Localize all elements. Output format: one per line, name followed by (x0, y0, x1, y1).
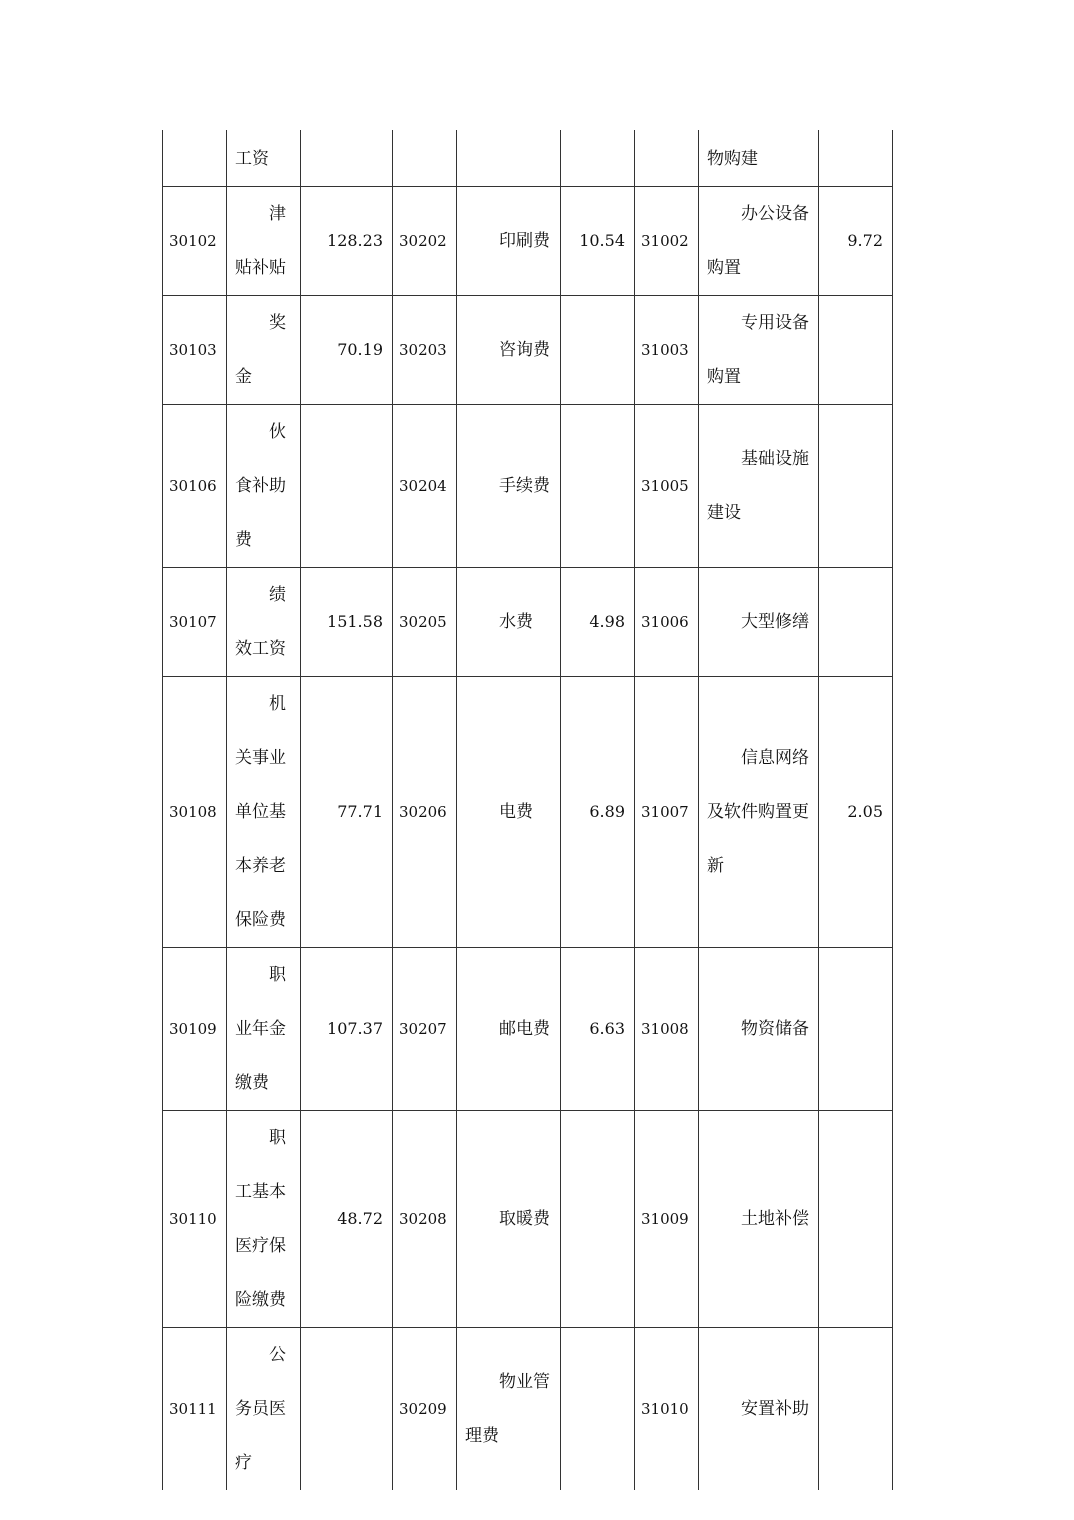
economic-code-cell (163, 130, 227, 186)
table-row (163, 1110, 893, 1327)
economic-code-cell: 30103 (163, 295, 227, 404)
economic-code-cell: 30110 (163, 1110, 227, 1327)
item-name-cell (227, 130, 301, 186)
item-name-cell (227, 947, 301, 1110)
item-name-cell (457, 947, 561, 1110)
item-name-text: 专用设备购置 (707, 312, 809, 387)
amount-cell (819, 295, 893, 404)
economic-code-cell: 31006 (635, 567, 699, 676)
item-name-cell (227, 404, 301, 567)
item-name-text: 工资 (235, 148, 269, 169)
economic-code-cell: 30111 (163, 1327, 227, 1490)
amount-cell (301, 1327, 393, 1490)
amount-cell: 107.37 (301, 947, 393, 1110)
item-name-text: 物购建 (707, 148, 758, 169)
item-name-text: 基础设施建设 (707, 448, 809, 523)
item-name-cell (699, 676, 819, 947)
amount-cell (819, 130, 893, 186)
table-row (163, 404, 893, 567)
item-name-cell (227, 1327, 301, 1490)
economic-code-cell: 31003 (635, 295, 699, 404)
amount-cell: 10.54 (561, 186, 635, 295)
item-name-text: 公务员医疗 (235, 1344, 286, 1473)
amount-cell (819, 947, 893, 1110)
amount-cell: 4.98 (561, 567, 635, 676)
item-name-text: 信息网络及软件购置更新 (707, 747, 809, 876)
amount-cell: 6.89 (561, 676, 635, 947)
amount-cell (819, 1110, 893, 1327)
item-name-text: 大型修缮 (741, 611, 809, 632)
item-name-cell (457, 130, 561, 186)
table-row (163, 130, 893, 186)
amount-cell: 128.23 (301, 186, 393, 295)
item-name-cell (227, 186, 301, 295)
item-name-text: 职工基本医疗保险缴费 (235, 1127, 286, 1310)
amount-cell: 151.58 (301, 567, 393, 676)
item-name-cell (457, 295, 561, 404)
item-name-text: 绩效工资 (235, 584, 286, 659)
item-name-text: 安置补助 (741, 1398, 809, 1419)
amount-cell: 6.63 (561, 947, 635, 1110)
economic-code-cell: 30203 (393, 295, 457, 404)
amount-cell (561, 404, 635, 567)
item-name-cell (699, 404, 819, 567)
amount-cell (301, 130, 393, 186)
amount-cell: 77.71 (301, 676, 393, 947)
amount-cell (819, 567, 893, 676)
economic-code-cell: 30207 (393, 947, 457, 1110)
item-name-cell (699, 1327, 819, 1490)
item-name-text: 印刷费 (499, 230, 550, 251)
economic-code-cell: 31009 (635, 1110, 699, 1327)
item-name-text: 土地补偿 (741, 1208, 809, 1229)
item-name-text: 物资储备 (741, 1018, 809, 1039)
economic-code-cell: 31008 (635, 947, 699, 1110)
item-name-cell (457, 1110, 561, 1327)
table-row (163, 295, 893, 404)
item-name-cell (457, 1327, 561, 1490)
item-name-cell (699, 567, 819, 676)
economic-code-cell: 30108 (163, 676, 227, 947)
item-name-cell (699, 130, 819, 186)
economic-code-cell: 30102 (163, 186, 227, 295)
item-name-text: 伙食补助费 (235, 421, 286, 550)
amount-cell: 2.05 (819, 676, 893, 947)
item-name-text: 电费 (499, 801, 533, 822)
budget-table (162, 130, 893, 1490)
item-name-text: 手续费 (499, 475, 550, 496)
item-name-text: 津贴补贴 (235, 203, 286, 278)
item-name-cell (699, 186, 819, 295)
amount-cell (561, 1110, 635, 1327)
item-name-text: 邮电费 (499, 1018, 550, 1039)
amount-cell (819, 1327, 893, 1490)
amount-cell (561, 295, 635, 404)
item-name-cell (699, 947, 819, 1110)
amount-cell (819, 404, 893, 567)
item-name-text: 物业管理费 (465, 1371, 550, 1446)
table-row (163, 947, 893, 1110)
economic-code-cell: 30106 (163, 404, 227, 567)
item-name-cell (699, 295, 819, 404)
economic-code-cell: 30202 (393, 186, 457, 295)
economic-code-cell: 30204 (393, 404, 457, 567)
item-name-cell (457, 404, 561, 567)
amount-cell: 48.72 (301, 1110, 393, 1327)
amount-cell (561, 130, 635, 186)
item-name-cell (227, 1110, 301, 1327)
table-body (163, 130, 893, 1490)
item-name-cell (457, 186, 561, 295)
economic-code-cell: 31007 (635, 676, 699, 947)
item-name-cell (699, 1110, 819, 1327)
economic-code-cell: 30208 (393, 1110, 457, 1327)
amount-cell: 70.19 (301, 295, 393, 404)
economic-code-cell: 30107 (163, 567, 227, 676)
item-name-text: 办公设备购置 (707, 203, 809, 278)
item-name-cell (457, 567, 561, 676)
item-name-cell (227, 676, 301, 947)
economic-code-cell (635, 130, 699, 186)
economic-code-cell: 31010 (635, 1327, 699, 1490)
table-row (163, 567, 893, 676)
item-name-cell (457, 676, 561, 947)
table-row (163, 186, 893, 295)
economic-code-cell: 31002 (635, 186, 699, 295)
item-name-cell (227, 295, 301, 404)
amount-cell (301, 404, 393, 567)
economic-code-cell (393, 130, 457, 186)
economic-code-cell: 31005 (635, 404, 699, 567)
table-row (163, 1327, 893, 1490)
economic-code-cell: 30206 (393, 676, 457, 947)
economic-code-cell: 30209 (393, 1327, 457, 1490)
item-name-text: 职业年金缴费 (235, 964, 286, 1093)
item-name-text: 咨询费 (499, 339, 550, 360)
item-name-cell (227, 567, 301, 676)
item-name-text: 机关事业单位基本养老保险费 (235, 693, 286, 930)
item-name-text: 奖金 (235, 312, 286, 387)
economic-code-cell: 30205 (393, 567, 457, 676)
table-row (163, 676, 893, 947)
item-name-text: 取暖费 (499, 1208, 550, 1229)
amount-cell (561, 1327, 635, 1490)
economic-code-cell: 30109 (163, 947, 227, 1110)
item-name-text: 水费 (499, 611, 533, 632)
amount-cell: 9.72 (819, 186, 893, 295)
